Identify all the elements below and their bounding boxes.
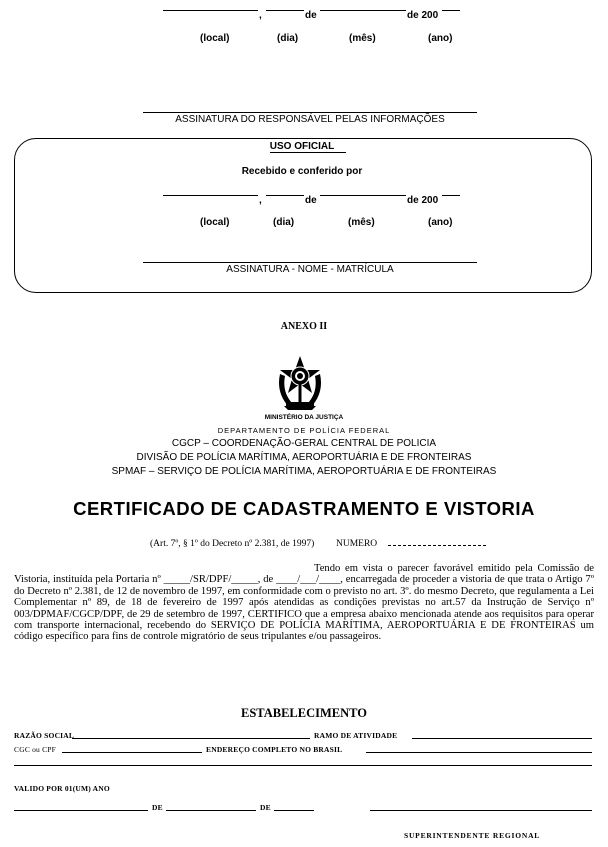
de-label: de — [305, 10, 317, 21]
official-signature-line[interactable] — [143, 262, 477, 263]
received-by-label: Recebido e conferido por — [241, 166, 363, 177]
day-blank[interactable] — [266, 10, 304, 11]
year-blank[interactable] — [442, 10, 460, 11]
official-de-label: de — [305, 195, 317, 206]
certificate-body-text: Tendo em vista o parecer favorável emitido pela Comissão de Vistoria, instituída pela Portaria nº _____/SR/DPF/_____, de ____/___/____, encarregada de proceder a vistoria de que trata o Artigo 7º do Decreto nº 2.381, de 12 de novembro de 1997, em conformidade com o previsto no art. 3º. do mesmo Decreto, que regulamenta a Lei Complementar nº 89, de 18 de fevereiro de 1997 após atendidas as condições previstas no art.57 da Instrução de Serviço nº 003/DPMAF/CGCP/DPF, de 29 de setembro de 1997, CERTIFICO que a empresa abaixo mencionada atende aos requisitos para operar com transporte internacional, recebendo do SERVIÇO DE POLÍCIA MARÍTIMA, AEROPORTUÁRIA E DE FRONTEIRAS um código específico para fins de controle migratório de seus tripulantes e/ou passageiros. — [14, 563, 594, 643]
superintendent-label: SUPERINTENDENTE REGIONAL — [404, 831, 541, 840]
official-month-blank[interactable] — [320, 195, 406, 196]
day-caption: (dia) — [277, 33, 299, 44]
coat-of-arms-icon — [274, 354, 326, 412]
validity-label: VALIDO POR 01(UM) ANO — [14, 784, 110, 793]
official-de-year-label: de 200 — [407, 195, 439, 206]
official-day-caption: (dia) — [273, 217, 295, 228]
numero-label: NUMERO — [336, 539, 378, 549]
signature-caption: ASSINATURA DO RESPONSÁVEL PELAS INFORMAÇÕES — [175, 114, 445, 125]
header-line-3: SPMAF – SERVIÇO DE POLÍCIA MARÍTIMA, AEROPORTUÁRIA E DE FRONTEIRAS — [111, 466, 497, 477]
month-blank[interactable] — [320, 10, 406, 11]
validity-de-1: DE — [152, 803, 163, 812]
razao-social-field[interactable] — [72, 738, 310, 739]
endereco-field[interactable] — [366, 752, 592, 753]
official-month-caption: (mês) — [348, 217, 375, 228]
header-line-2: DIVISÃO DE POLÍCIA MARÍTIMA, AEROPORTUÁRIA E DE FRONTEIRAS — [136, 452, 472, 463]
cgc-label: CGC ou CPF — [14, 745, 57, 754]
establishment-heading: ESTABELECIMENTO — [241, 706, 367, 720]
superintendent-signature-line[interactable] — [370, 810, 592, 811]
official-use-title: USO OFICIAL — [269, 141, 335, 152]
official-signature-caption: ASSINATURA - NOME - MATRÍCULA — [226, 264, 394, 275]
certificate-title: CERTIFICADO DE CADASTRAMENTO E VISTORIA — [73, 498, 535, 519]
official-year-blank[interactable] — [442, 195, 460, 196]
header-line-1: CGCP – COORDENAÇÃO-GERAL CENTRAL DE POLICIA — [171, 438, 437, 449]
ramo-label: RAMO DE ATIVIDADE — [314, 731, 398, 740]
validity-de-2: DE — [260, 803, 271, 812]
validity-month-field[interactable] — [166, 810, 256, 811]
month-caption: (mês) — [349, 33, 376, 44]
endereco-label: ENDEREÇO COMPLETO NO BRASIL — [206, 745, 343, 754]
certificate-body — [14, 563, 594, 643]
title-underline — [270, 152, 346, 153]
ramo-field[interactable] — [412, 738, 592, 739]
official-local-blank[interactable] — [163, 195, 258, 196]
department-label: DEPARTAMENTO DE POLÍCIA FEDERAL — [217, 426, 391, 435]
validity-year-field[interactable] — [274, 810, 314, 811]
signature-line[interactable] — [143, 112, 477, 113]
cgc-field[interactable] — [62, 752, 202, 753]
year-caption: (ano) — [428, 33, 453, 44]
address-continuation-field[interactable] — [14, 765, 592, 766]
razao-social-label: RAZÃO SOCIAL — [14, 731, 75, 740]
annex-label: ANEXO II — [280, 321, 328, 332]
local-caption: (local) — [200, 33, 230, 44]
ministry-label: MINISTÉRIO DA JUSTIÇA — [264, 414, 344, 421]
official-local-caption: (local) — [200, 217, 230, 228]
official-day-blank[interactable] — [266, 195, 304, 196]
numero-field[interactable] — [388, 545, 486, 546]
decree-reference: (Art. 7º, § 1º do Decreto nº 2.381, de 1997) — [150, 539, 315, 549]
de-year-label: de 200 — [407, 10, 439, 21]
validity-local-field[interactable] — [14, 810, 148, 811]
official-year-caption: (ano) — [428, 217, 453, 228]
local-blank[interactable] — [163, 10, 258, 11]
